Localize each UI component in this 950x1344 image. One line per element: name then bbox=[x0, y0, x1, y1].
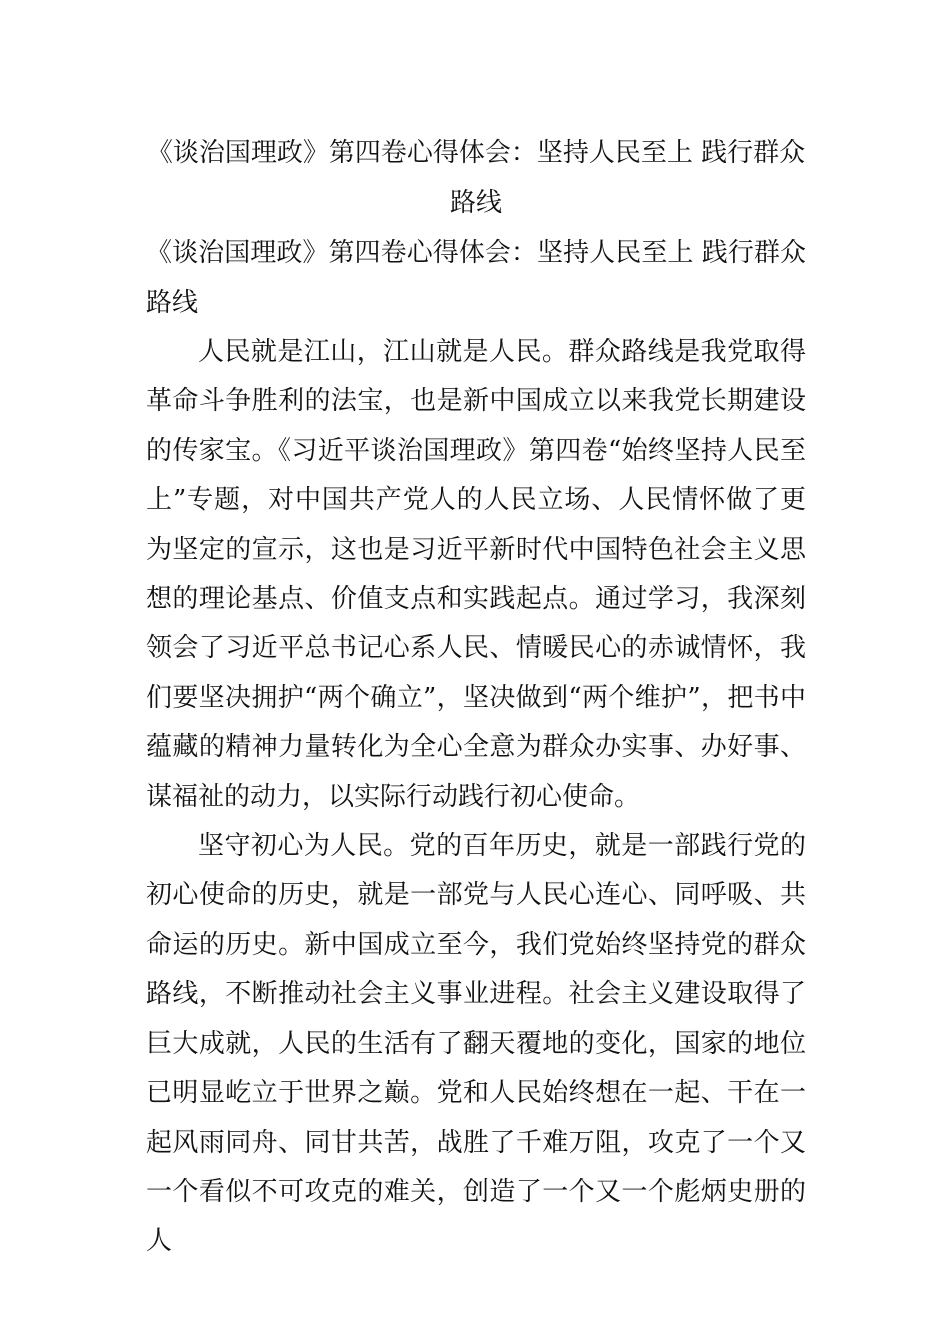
document-title: 《谈治国理政》第四卷心得体会：坚持人民至上 践行群众路线 bbox=[146, 138, 806, 218]
paragraph-1: 人民就是江山，江山就是人民。群众路线是我党取得革命斗争胜利的法宝，也是新中国成立以来我党长期建设的传家宝。《习近平谈治国理政》第四卷“始终坚持人民至上”专题，对中国共产党人的人民立场、人民情怀做了更为坚定的宣示，这也是习近平新时代中国特色社会主义思想的理论基点、价值支点和实践起点。通过学习，我深刻领会了习近平总书记心系人民、情暖民心的赤诚情怀，我们要坚决拥护“两个确立”，坚决做到“两个维护”，把书中蕴藏的精神力量转化为全心全意为群众办实事、办好事、谋福祉的动力，以实际行动践行初心使命。 bbox=[146, 337, 806, 812]
paragraph-2: 坚守初心为人民。党的百年历史，就是一部践行党的初心使命的历史，就是一部党与人民心连心、同呼吸、共命运的历史。新中国成立至今，我们党始终坚持党的群众路线，不断推动社会主义事业进程。社会主义建设取得了巨大成就，人民的生活有了翻天覆地的变化，国家的地位已明显屹立于世界之巅。党和人民始终想在一起、干在一起风雨同舟、同甘共苦，战胜了千难万阻，攻克了一个又一个看似不可攻克的难关，创造了一个又一个彪炳史册的人 bbox=[146, 831, 806, 1257]
document-page bbox=[146, 128, 806, 1267]
document-subtitle: 《谈治国理政》第四卷心得体会：坚持人民至上 践行群众路线 bbox=[146, 238, 806, 318]
